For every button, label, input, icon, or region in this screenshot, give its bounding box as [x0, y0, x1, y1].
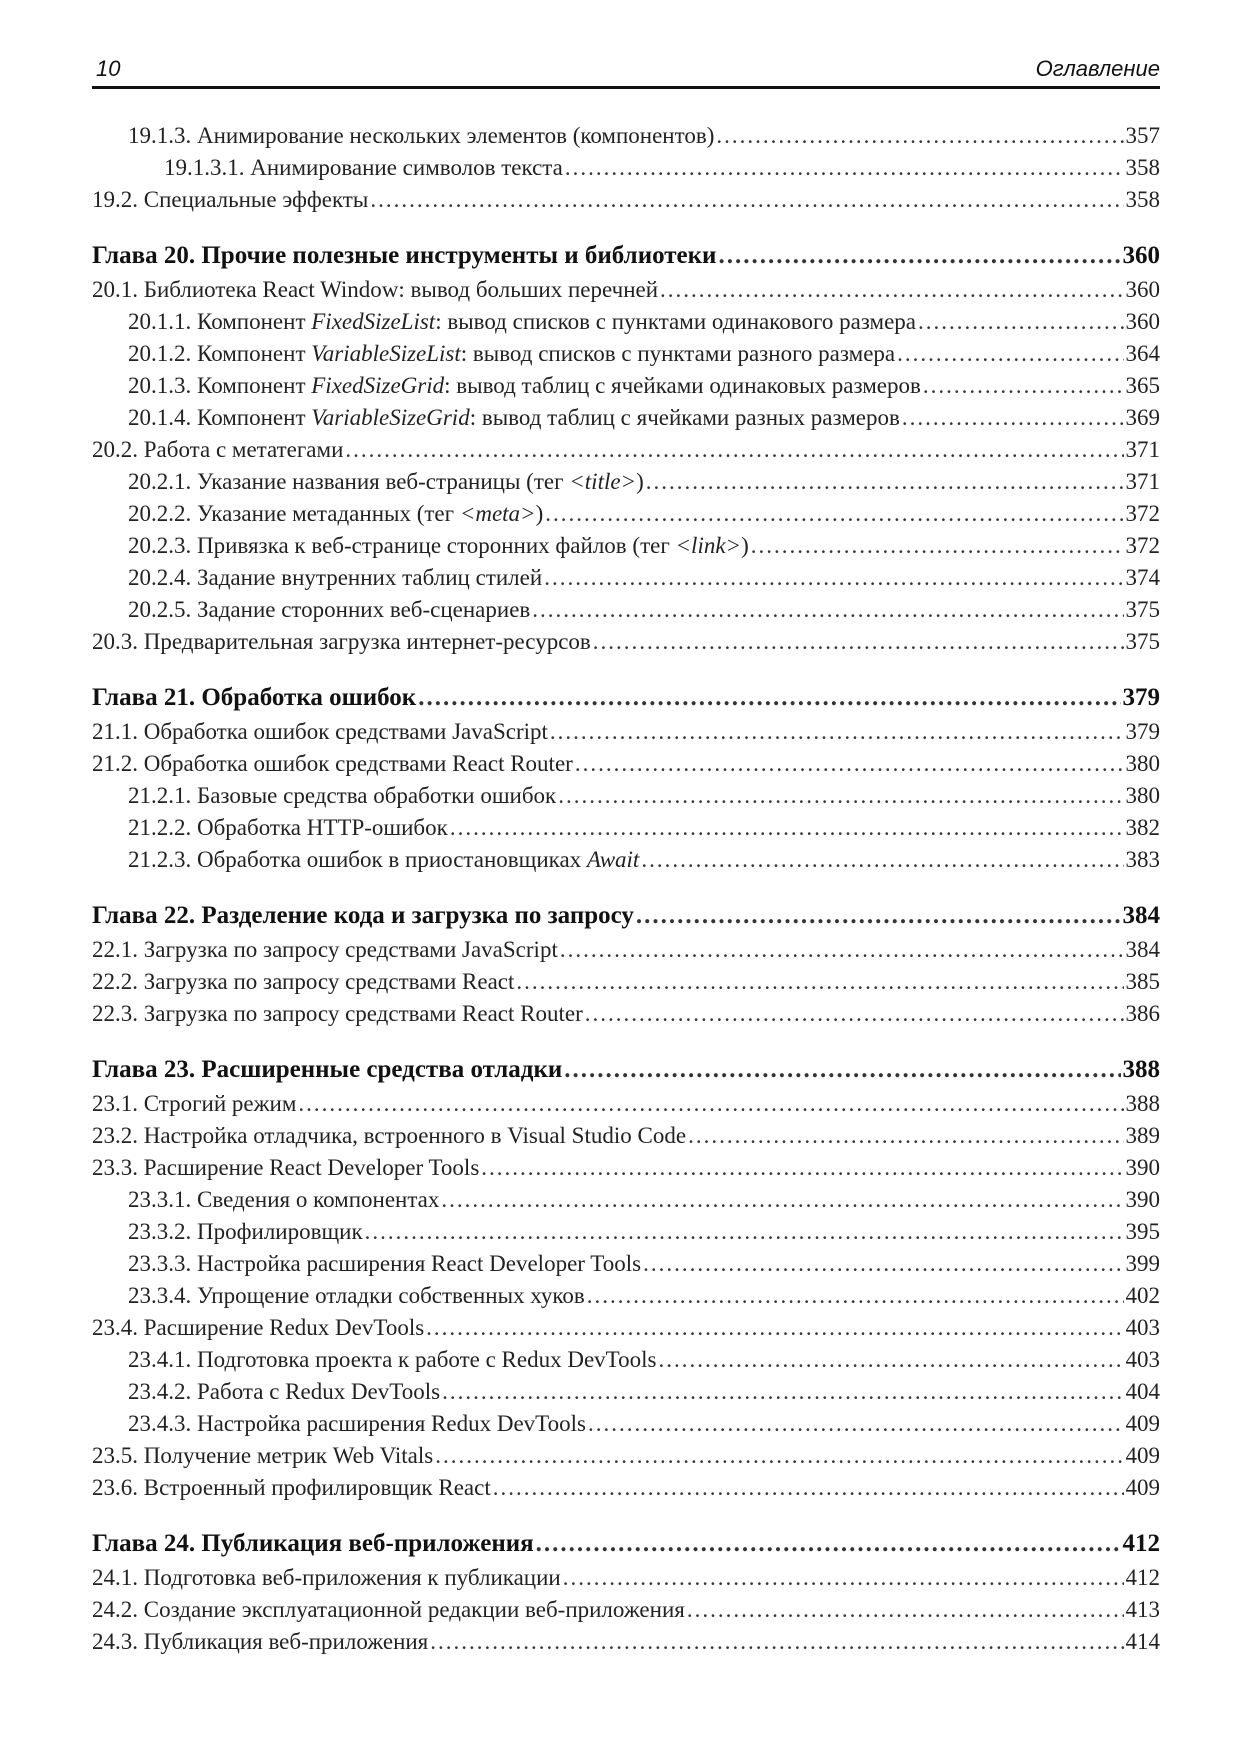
toc-entry[interactable] [92, 966, 1160, 998]
running-title: Оглавление [1035, 56, 1160, 81]
toc-chapter-heading[interactable] [92, 240, 1160, 274]
dot-leader [558, 780, 1123, 812]
toc-entry[interactable] [92, 1280, 1160, 1312]
toc-page-number: 384 [1125, 937, 1160, 962]
toc-page-number: 371 [1125, 437, 1160, 462]
dot-leader [641, 844, 1123, 876]
toc-page-number: 375 [1125, 629, 1160, 654]
toc-entry-title: 20.2.3. Привязка к веб-странице сторонних файлов (тег <link>) [128, 533, 749, 558]
toc-page-number: 365 [1125, 373, 1160, 398]
toc-entry-title: 23.3.1. Сведения о компонентах [128, 1187, 440, 1212]
toc-chapter-heading[interactable] [92, 1528, 1160, 1562]
page-number: 10 [96, 56, 121, 81]
toc-entry-title: 23.1. Строгий режим [92, 1091, 297, 1116]
toc-entry[interactable] [92, 1562, 1160, 1594]
dot-leader [718, 240, 1120, 272]
toc-entry-title: 20.3. Предварительная загрузка интернет-ресурсов [92, 629, 591, 654]
dot-leader [418, 682, 1120, 714]
toc-entry-title: 23.4. Расширение Redux DevTools [92, 1315, 425, 1340]
toc-page-number: 413 [1125, 1597, 1160, 1622]
toc-entry-title: 23.4.1. Подготовка проекта к работе с Redux DevTools [128, 1347, 657, 1372]
toc-entry[interactable] [92, 1376, 1160, 1408]
toc-entry-title: 20.1.3. Компонент FixedSizeGrid: вывод таблиц с ячейками одинаковых размеров [128, 373, 921, 398]
toc-entry-emphasis: <meta> [459, 501, 536, 526]
toc-page-number: 380 [1125, 783, 1160, 808]
dot-leader [587, 1280, 1124, 1312]
toc-page-number: 390 [1125, 1187, 1160, 1212]
dot-leader [544, 562, 1123, 594]
dot-leader [298, 1088, 1123, 1120]
toc-page-number: 414 [1125, 1629, 1160, 1654]
dot-leader [516, 966, 1123, 998]
dot-leader [442, 1376, 1123, 1408]
toc-entry[interactable] [92, 1088, 1160, 1120]
toc-page-number: 364 [1125, 341, 1160, 366]
toc-entry-title: 23.4.2. Работа с Redux DevTools [128, 1379, 441, 1404]
toc-page-number: 386 [1125, 1001, 1160, 1026]
toc-page-number: 360 [1125, 309, 1160, 334]
toc-entry[interactable] [92, 1184, 1160, 1216]
dot-leader [430, 1626, 1123, 1658]
toc-entry-title: 20.2.2. Указание метаданных (тег <meta>) [128, 501, 544, 526]
toc-page-number: 403 [1125, 1347, 1160, 1372]
toc-page-number: 389 [1125, 1123, 1160, 1148]
toc-entry[interactable] [92, 306, 1160, 338]
toc-entry[interactable] [92, 466, 1160, 498]
dot-leader [532, 594, 1123, 626]
toc-entry[interactable] [92, 370, 1160, 402]
toc-entry-title: Глава 22. Разделение кода и загрузка по запросу [92, 902, 634, 929]
toc-entry[interactable] [92, 1120, 1160, 1152]
toc-entry-title: 19.2. Специальные эффекты [92, 187, 369, 212]
toc-page-number: 388 [1125, 1091, 1160, 1116]
dot-leader [345, 434, 1123, 466]
toc-page-number: 372 [1125, 501, 1160, 526]
toc-page-number: 403 [1125, 1315, 1160, 1340]
toc-entry-title: 24.3. Публикация веб-приложения [92, 1629, 429, 1654]
dot-leader [575, 748, 1124, 780]
toc-page-number: 390 [1125, 1155, 1160, 1180]
toc-page-number: 412 [1125, 1565, 1160, 1590]
toc-entry[interactable] [92, 498, 1160, 530]
toc-entry[interactable] [92, 1472, 1160, 1504]
toc-entry-title: 23.6. Встроенный профилировщик React [92, 1475, 491, 1500]
toc-page-number: 404 [1125, 1379, 1160, 1404]
toc-chapter-heading[interactable] [92, 1054, 1160, 1088]
toc-chapter-heading[interactable] [92, 682, 1160, 716]
toc-entry-title: 23.3. Расширение React Developer Tools [92, 1155, 480, 1180]
toc-entry[interactable] [92, 1626, 1160, 1658]
toc-entry-title: 22.1. Загрузка по запросу средствами JavaScript [92, 937, 558, 962]
toc-entry-title: 21.2.2. Обработка HTTP-ошибок [128, 815, 448, 840]
toc-entry[interactable] [92, 338, 1160, 370]
toc-entry[interactable] [92, 748, 1160, 780]
toc-page-number: 383 [1125, 847, 1160, 872]
toc-entry[interactable] [92, 1152, 1160, 1184]
toc-page-number: 412 [1122, 1530, 1160, 1557]
toc-page-number: 409 [1125, 1475, 1160, 1500]
toc-entry-title: Глава 23. Расширенные средства отладки [92, 1056, 563, 1083]
dot-leader [493, 1472, 1124, 1504]
dot-leader [545, 498, 1123, 530]
toc-page-number: 380 [1125, 751, 1160, 776]
toc-entry-title: 20.1.4. Компонент VariableSizeGrid: вывод таблиц с ячейками разных размеров [128, 405, 900, 430]
toc-page-number: 357 [1125, 123, 1160, 148]
toc-page-number: 402 [1125, 1283, 1160, 1308]
dot-leader [585, 998, 1124, 1030]
dot-leader [687, 1594, 1124, 1626]
dot-leader [923, 370, 1124, 402]
dot-leader [646, 466, 1124, 498]
toc-page-number: 409 [1125, 1443, 1160, 1468]
toc-page-number: 369 [1125, 405, 1160, 430]
toc-entry[interactable] [92, 716, 1160, 748]
toc-entry[interactable] [92, 562, 1160, 594]
toc-entry[interactable] [92, 844, 1160, 876]
dot-leader [365, 1216, 1124, 1248]
toc-entry-title: 23.3.2. Профилировщик [128, 1219, 363, 1244]
toc-page-number: 360 [1125, 277, 1160, 302]
toc-entry-title: 20.1. Библиотека React Window: вывод больших перечней [92, 277, 659, 302]
toc-entry-title: 19.1.3. Анимирование нескольких элементов (компонентов) [128, 123, 715, 148]
toc-page-number: 372 [1125, 533, 1160, 558]
toc-entry-emphasis: Await [586, 847, 640, 872]
toc-entry[interactable] [92, 998, 1160, 1030]
toc-entry[interactable] [92, 120, 1160, 152]
toc-entry-title: 20.2.1. Указание названия веб-страницы (тег <title>) [128, 469, 644, 494]
toc-entry[interactable] [92, 152, 1160, 184]
toc-entry-title: 23.3.3. Настройка расширения React Developer Tools [128, 1251, 642, 1276]
dot-leader [435, 1440, 1123, 1472]
dot-leader [636, 900, 1121, 932]
toc-entry-title: 20.2.4. Задание внутренних таблиц стилей [128, 565, 543, 590]
dot-leader [441, 1184, 1123, 1216]
toc-entry-title: 19.1.3.1. Анимирование символов текста [164, 155, 563, 180]
dot-leader [550, 716, 1124, 748]
toc-page-number: 371 [1125, 469, 1160, 494]
dot-leader [588, 1408, 1124, 1440]
dot-leader [897, 338, 1123, 370]
dot-leader [564, 1054, 1120, 1086]
toc-page-number: 409 [1125, 1411, 1160, 1436]
toc-page-number: 358 [1125, 187, 1160, 212]
toc-entry-title: 23.5. Получение метрик Web Vitals [92, 1443, 434, 1468]
toc-entry[interactable] [92, 274, 1160, 306]
toc-entry-title: 21.2.1. Базовые средства обработки ошибок [128, 783, 557, 808]
toc-entry-title: 22.2. Загрузка по запросу средствами React [92, 969, 515, 994]
toc-entry[interactable] [92, 1312, 1160, 1344]
toc-entry[interactable] [92, 434, 1160, 466]
toc-entry[interactable] [92, 1216, 1160, 1248]
dot-leader [593, 626, 1124, 658]
toc-entry-title: 23.4.3. Настройка расширения Redux DevTools [128, 1411, 586, 1436]
toc-page-number: 384 [1122, 902, 1160, 929]
toc-entry-title: 23.2. Настройка отладчика, встроенного в Visual Studio Code [92, 1123, 687, 1148]
dot-leader [450, 812, 1124, 844]
toc-entry-emphasis: FixedSizeList [311, 309, 436, 334]
dot-leader [688, 1120, 1123, 1152]
toc-entry[interactable] [92, 184, 1160, 216]
toc-entry[interactable] [92, 402, 1160, 434]
toc-entry-title: 22.3. Загрузка по запросу средствами React Router [92, 1001, 583, 1026]
toc-entry-title: 24.2. Создание эксплуатационной редакции веб-приложения [92, 1597, 685, 1622]
toc-page-number: 395 [1125, 1219, 1160, 1244]
toc-entry[interactable] [92, 780, 1160, 812]
toc-entry-title: 21.1. Обработка ошибок средствами JavaScript [92, 719, 548, 744]
dot-leader [660, 274, 1123, 306]
page-header [92, 52, 1160, 88]
dot-leader [902, 402, 1124, 434]
dot-leader [536, 1528, 1121, 1560]
toc-page-number: 360 [1122, 242, 1160, 269]
toc-entry-title: 20.2.5. Задание сторонних веб-сценариев [128, 597, 531, 622]
toc-entry-title: 24.1. Подготовка веб-приложения к публикации [92, 1565, 561, 1590]
toc-page-number: 388 [1122, 1056, 1160, 1083]
dot-leader [560, 934, 1124, 966]
toc-chapter-heading[interactable] [92, 900, 1160, 934]
toc-entry-title: 21.2. Обработка ошибок средствами React Router [92, 751, 573, 776]
dot-leader [918, 306, 1123, 338]
toc-entry-emphasis: <link> [675, 533, 742, 558]
toc-page-number: 399 [1125, 1251, 1160, 1276]
toc-entry[interactable] [92, 812, 1160, 844]
dot-leader [426, 1312, 1123, 1344]
toc-entry-title: 20.2. Работа с метатегами [92, 437, 344, 462]
dot-leader [370, 184, 1123, 216]
dot-leader [751, 530, 1124, 562]
toc-entry-title: 20.1.2. Компонент VariableSizeList: вывод списков с пунктами разного размера [128, 341, 896, 366]
toc-entry[interactable] [92, 530, 1160, 562]
dot-leader [481, 1152, 1123, 1184]
dot-leader [643, 1248, 1123, 1280]
toc-page-number: 382 [1125, 815, 1160, 840]
table-of-contents [92, 120, 1160, 1658]
toc-entry-title: Глава 24. Публикация веб-приложения [92, 1530, 534, 1557]
toc-entry-emphasis: <title> [569, 469, 637, 494]
toc-page-number: 385 [1125, 969, 1160, 994]
toc-entry-emphasis: FixedSizeGrid [311, 373, 445, 398]
toc-entry[interactable] [92, 626, 1160, 658]
toc-page-number: 379 [1122, 684, 1160, 711]
dot-leader [716, 120, 1123, 152]
toc-entry-title: Глава 21. Обработка ошибок [92, 684, 417, 711]
dot-leader [565, 152, 1124, 184]
toc-entry-title: 23.3.4. Упрощение отладки собственных хуков [128, 1283, 585, 1308]
toc-entry[interactable] [92, 1408, 1160, 1440]
dot-leader [658, 1344, 1123, 1376]
toc-entry[interactable] [92, 1594, 1160, 1626]
toc-page-number: 375 [1125, 597, 1160, 622]
toc-entry-title: 21.2.3. Обработка ошибок в приостановщиках Await [128, 847, 640, 872]
toc-entry[interactable] [92, 934, 1160, 966]
toc-entry[interactable] [92, 594, 1160, 626]
toc-page-number: 358 [1125, 155, 1160, 180]
toc-entry-title: Глава 20. Прочие полезные инструменты и библиотеки [92, 242, 717, 269]
toc-page-number: 374 [1125, 565, 1160, 590]
toc-entry-emphasis: VariableSizeGrid [311, 405, 470, 430]
toc-page-number: 379 [1125, 719, 1160, 744]
toc-entry[interactable] [92, 1344, 1160, 1376]
dot-leader [563, 1562, 1124, 1594]
toc-entry-emphasis: VariableSizeList [311, 341, 461, 366]
toc-entry[interactable] [92, 1248, 1160, 1280]
header-rule [92, 86, 1160, 89]
toc-entry[interactable] [92, 1440, 1160, 1472]
toc-entry-title: 20.1.1. Компонент FixedSizeList: вывод списков с пунктами одинакового размера [128, 309, 917, 334]
